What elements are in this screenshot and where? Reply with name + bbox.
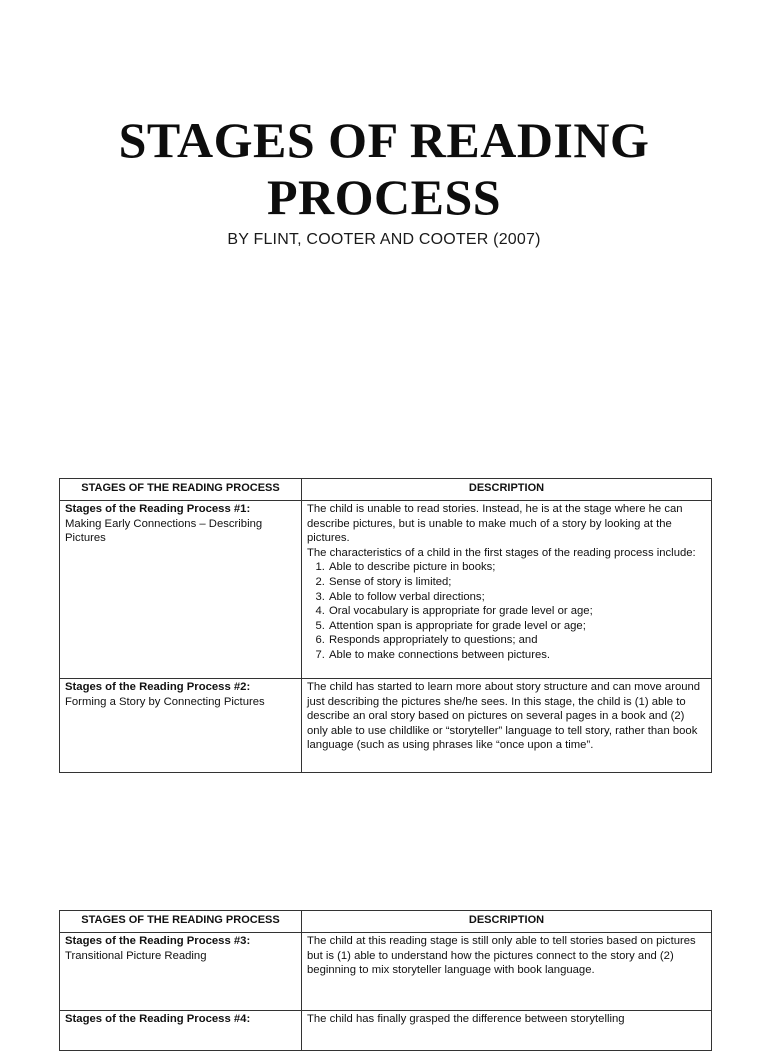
document-subtitle: BY FLINT, COOTER AND COOTER (2007) — [227, 231, 541, 248]
stage-cell — [60, 501, 302, 679]
stage-name: Transitional Picture Reading — [65, 949, 207, 962]
table-row — [60, 679, 712, 773]
stages-table-2 — [59, 910, 712, 1051]
table-header-row — [60, 479, 712, 501]
title-line-2: PROCESS — [266, 169, 502, 225]
characteristics-list — [307, 560, 706, 662]
stage-label: Stages of the Reading Process #4: — [65, 1013, 251, 1025]
stage-name: Making Early Connections – Describing Pictures — [65, 517, 263, 545]
list-item: 2. Sense of story is limited; — [328, 575, 706, 590]
column-header-stage: STAGES OF THE READING PROCESS — [60, 911, 302, 933]
stage-cell — [60, 679, 302, 773]
column-header-description: DESCRIPTION — [302, 911, 712, 933]
list-item: 4. Oral vocabulary is appropriate for grade level or age; — [328, 604, 706, 619]
stage-label: Stages of the Reading Process #2: — [65, 681, 251, 693]
stage-label: Stages of the Reading Process #3: — [65, 935, 251, 947]
description-cell — [302, 1011, 712, 1051]
table-row — [60, 1011, 712, 1051]
column-header-stage: STAGES OF THE READING PROCESS — [60, 479, 302, 501]
list-item: 7. Able to make connections between pictures. — [328, 648, 706, 663]
stage-description: The child has finally grasped the difference between storytelling — [307, 1013, 625, 1025]
title-line-1: STAGES OF READING — [118, 112, 650, 168]
stage-cell — [60, 933, 302, 1011]
stage-description: The child at this reading stage is still only able to tell stories based on pictures but is (1) able to understand how the pictures connect to the story and (2) beginning to mix storyteller language with book language. — [307, 935, 696, 977]
column-header-description: DESCRIPTION — [302, 479, 712, 501]
stage-description: The child is unable to read stories. Instead, he is at the stage where he can describe pictures, but is unable to make much of a story by looking at the pictures. — [307, 503, 683, 545]
characteristics-intro: The characteristics of a child in the first stages of the reading process include: — [307, 546, 696, 559]
table-row — [60, 933, 712, 1011]
list-item: 5. Attention span is appropriate for grade level or age; — [328, 619, 706, 634]
list-item: 6. Responds appropriately to questions; and — [328, 633, 706, 648]
table-header-row — [60, 911, 712, 933]
stages-table-1 — [59, 478, 712, 773]
list-item: 3. Able to follow verbal directions; — [328, 590, 706, 605]
stage-name: Forming a Story by Connecting Pictures — [65, 695, 265, 708]
stage-label: Stages of the Reading Process #1: — [65, 503, 251, 515]
table-row — [60, 501, 712, 679]
list-item: 1. Able to describe picture in books; — [328, 560, 706, 575]
stage-cell — [60, 1011, 302, 1051]
description-cell — [302, 501, 712, 679]
document-title — [0, 112, 768, 226]
stage-description: The child has started to learn more about story structure and can move around just describing the pictures she/he sees. In this stage, the child is (1) able to describe an oral story based on pictures on several pages in a book and (2) only able to use childlike or “storyteller” language to tell story, rather than book language (such as using phrases like “once upon a time”. — [307, 681, 701, 752]
description-cell — [302, 933, 712, 1011]
description-cell — [302, 679, 712, 773]
